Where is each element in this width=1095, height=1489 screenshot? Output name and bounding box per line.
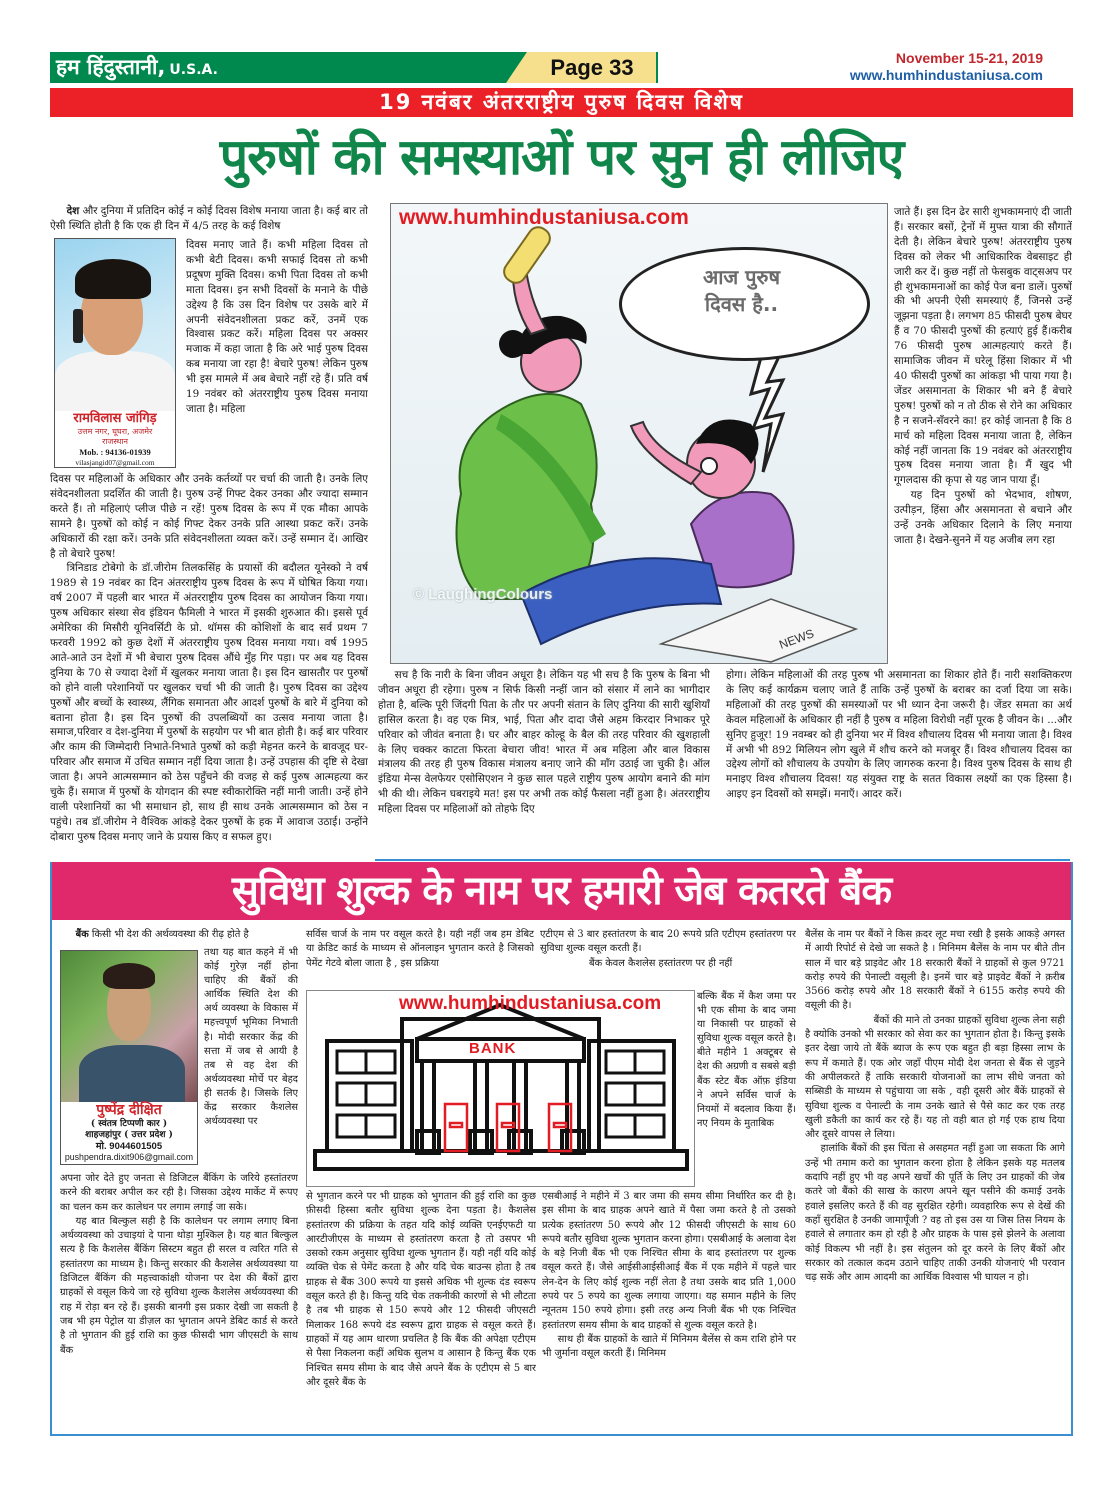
author2-name: पुष्पेंद्र दीक्षित [96,1102,162,1118]
article1-column1 [50,472,368,858]
article2-wrap-text [204,946,298,1168]
author2-email[interactable]: pushpendra.dixit906@gmail.com [64,1152,194,1162]
article2-c3-wrap-p: बल्कि बैंक में कैश जमा पर भी एक सीमा के बाद जमा या निकासी पर ग्राहकों से सुविधा शुल्क वसूल करते है। बीते महीने 1 अक्टूबर से देश की अग्रणी व सबसे बड़ी बैंक स्टेट बैंक ऑफ़ इंडिया ने अपने सर्विस चार्ज के नियमों में बदलाव किया हैं। नए नियम के मुताबिक [697,991,796,1129]
article2-headline: सुविधा शुल्क के नाम पर हमारी जेब कतरते बैंक [231,868,892,914]
section-band-title: 19 नवंबर अंतरराष्ट्रीय पुरुष दिवस विशेष [379,90,744,114]
article-divider [375,859,1070,861]
article1-lead-word: देश [66,205,80,217]
bank-sign: BANK [469,1040,517,1057]
author2-mobile: मो. 9044601505 [95,1141,163,1152]
article2-c4-p1: बैलेंस के नाम पर बैंकों ने किस क़दर लूट मचा रखी है इसके आकड़े अगस्त में आयी रिपोर्ट से देखे जा सकते है । मिनिमम बैलेंस के नाम पर बीते तीन साल में चार बड़े प्राइवेट और 18 सरकारी बैंकों ने ग्राहकों से कुल 9721 करोड़ रुपये की पेनाल्टी वसूली है। इनमें चार बड़े प्राइवेट बैंकों ने क़रीब 3566 करोड़ रुपये और 18 सरकारी बैंकों ने 6155 करोड़ रुपये की वसूली की है। [805,929,1065,1012]
newspaper-name [56,52,218,83]
cartoon-website: www.humhindustaniusa.com [399,206,689,229]
bank-website: www.humhindustaniusa.com [399,993,662,1014]
page-number: Page 33 [550,55,634,80]
article2-c3-lower-p2: साथ ही बैंक ग्राहकों के खाते में मिनिमम बैलेंस से कम राशि होने पर भी जुर्माना वसूल करती हैं। मिनिमम [542,1333,796,1360]
article2-column3 [542,1190,796,1430]
article2-c2-lower-p: से भुगतान करने पर भी ग्राहक को भुगतान की हुई राशि का कुछ फ़ीसदी हिस्सा बतौर सुविधा शुल्क देना पड़ता है। कैशलेस हस्तांतरण की प्रक्रिया के तहत यदि कोई व्यक्ति एनईएफटी या आरटीजीएस के माध्यम से हस्तांतरण करता है तो उसपर भी उसको रकम अनुसार सुविधा शुल्क भुगतान हैं। यही नहीं यदि कोई व्यक्ति चेक से पेमेंट करता है और यदि चेक बाउन्स होता है तब ग्राहक से बैंक 300 रूपये या इससे अधिक भी शुल्क दंड स्वरूप वसूल करते ही है। किन्तु यदि चेक तकनीकी कारणों से भी लौटता है तब भी ग्राहक से 150 रूपये और 12 फीसदी जीएसटी मिलाकर 168 रूपये दंड स्वरूप द्वारा ग्राहक से वसूल करते हैं। ग्राहकों में यह आम धारणा प्रचलित है कि बैंक की अपेक्षा एटीएम से पैसा निकलना कहीं अधिक सुलभ व आसान है किन्तु बैंक एक निश्चित समय सीमा के बाद जैसे अपने बैंक के एटीएम से 5 बार और दूसरे बैंक के [306,1191,536,1388]
article2-lead-word: बैंक [75,929,89,940]
article1-c3-p2: यह दिन पुरुषों को भेदभाव, शोषण, उत्पीड़न, हिंसा और असमानता से बचाने और उन्हें उनके अधिकार दिलाने के लिए मनाया जाता है। देखने-सुनने में यह अजीब लग रहा [894,489,1072,546]
article2-c3-lower-p1: एसबीआई ने महीने में 3 बार जमा की समय सीमा निर्धारित कर दी है। इस सीमा के बाद ग्राहक अपने खाते में पैसा जमा करते है तो उसको प्रत्येक हस्तांतरण 50 रूपये और 12 फीसदी जीएसटी के साथ 60 रूपये बतौर सुविधा शुल्क भुगतान करना होगा। एसबीआई के अलावा देश के बड़े निजी बैंक भी एक निश्चित सीमा के बाद हस्तांतरण पर शुल्क वसूल करते हैं। जैसे आईसीआईसीआई बैंक में एक महीने में पहले चार लेन-देन के लिए कोई शुल्क नहीं लेता है तथा उसके बाद प्रति 1,000 रुपये पर 5 रुपये का शुल्क लगाया जाएगा। यह समान महीने के लिए न्यूनतम 150 रुपये होगा। इसी तरह अन्य निजी बैंक भी एक निश्चित हस्तांतरण समय सीमा के बाद ग्राहकों से शुल्क वसूल करते है। [542,1191,796,1331]
author1-photo [54,238,176,413]
bank-illustration [306,990,695,1187]
author1-byline [54,411,176,468]
article1-headline: पुरुषों की समस्याओं पर सुन ही लीजिए [219,128,904,186]
article1-c1-p1: दिवस पर महिलाओं के अधिकार और उनके कर्तव्यों पर चर्चा की जाती है। उनके लिए संवेदनशीलता प्रदर्शित की जाती है। पुरुष उन्हें गिफ्ट देकर उनका और ज्यादा सम्मान करते हैं। तो महिलाएं प्लीज पीछे न रहें! पुरुष दिवस के रूप में एक मौका आपके सामने है। पुरुषों को कोई न कोई गिफ्ट देकर उनके प्रति आस्था प्रकट करें। उनके अधिकारों की रक्षा करें। उनके प्रति संवेदनशीलता व्यक्त करें। उन्हें सम्मान दें। आखिर है तो बेचारे पुरुष! [50,473,368,560]
author1-address-1: उत्तम नगर, घूघरा, अजमेर [77,427,153,436]
photo-hair [103,963,155,989]
author2-byline [60,1102,198,1165]
article1-column3-lower [726,668,1072,856]
speech-line-2: दिवस है.. [704,292,779,316]
author1-name: रामविलास जांगिड़ [73,411,157,426]
author2-photo [60,950,198,1104]
newspaper-icon [661,599,856,662]
article2-column1 [60,1172,298,1430]
article2-column4 [805,928,1065,1430]
author1-address-2: राजस्थान [102,437,128,446]
photo-shirt [55,351,175,413]
article1-column2 [378,668,710,856]
author2-role: ( स्वंतत्र टिप्पणी कार ) [90,1119,168,1129]
article2-c3-top-p2: बैंक केवल कैशलेस हस्तांतरण पर ही नहीं [589,957,733,969]
man-eye [701,458,717,474]
article2-c4-p3: हालांकि बैंकों की इस चिंता से असहमत नहीं हुआ जा सकता कि आगे उन्हें भी तमाम करो का भुगतान करना होता है लेकिन इसके यह मतलब कदापि नहीं हुए भी वह अपने खर्चों की पूर्ति के लिए उन ग्राहकों की जेब कतरे जो बैंको की साख के कारण अपने खून पसीने की कमाई उनके हवाले इसलिए करते हैं की वह सुरक्षित रहेगी। व्यवहारिक रूप से देखें की कहाँ सुरक्षित है उनकी जामापूँजी ? वह तो इस उस या जिस तिस नियम के हवाले से लगातार कम हो रही है और ग्राहक के पास इसे झेलने के अलावा कोई विकल्प भी नहीं है। इस संतुलन को दूर करने के लिए बैंकों और सरकार को तत्काल कदम उठाने चाहिए ताकी उनकी योजनाएं भी परवान चढ़ सकें और आम आदमी का आर्थिक विश्वास भी घायल न हो। [805,1143,1065,1284]
article1-column3 [894,205,1072,660]
article2-wrap-paragraph: तथा यह बात कहने में भी कोई गुरेज़ नहीं होना चाहिए की बैंकों की आर्थिक स्थिति देश की अर्थ व्यवस्था के विकास में महत्त्वपूर्ण भूमिका निभाती है। मोदी सरकार केंद्र की सत्ता में जब से आयी है तब से वह देश की अर्थव्यवस्था मोर्चे पर बेहद ही सतर्क है। जिसके लिए केंद्र सरकार कैशलेस अर्थव्यवस्था पर [204,947,298,1128]
article2-c2-top-p: सर्विस चार्ज के नाम पर वसूल करते है। यही नहीं जब हम डेबिट या क्रेडिट कार्ड के माध्यम से ऑनलाइन भुगतान करते है जिसको पेमेंट गेटवे बोला जाता है , इस प्रक्रिया [306,929,534,969]
speech-text [619,264,864,318]
cartoon-watermark: © LaughingColours [413,586,553,603]
website-link[interactable]: www.humhindustaniusa.com [849,67,1043,83]
bank-building-icon [307,991,694,1186]
article2-c3-top-p: एटीएम से 3 बार हस्तांतरण के बाद 20 रूपये प्रति एटीएम हस्तांतरण पर सुविधा शुल्क वसूल करती हैं। [540,929,796,955]
article2-c4-p2: बैंकों की माने तो उनका ग्राहकों सुविधा शुल्क लेना सही है क्योकि उनको भी सरकार को सेवा कर का भुगतान होता है। किन्तु इसके इतर देखा जाये तो बैंकें ब्याज के रूप एक बहुत ही बड़ा हिस्सा लाभ के रूप में कमाते हैं। एक ओर जहाँ पीएम मोदी देश जनता से बैंक से जुड़ने की अपीलकरते हैं ताकि सरकारी योजनाओं का लाभ सीधे जनता को सब्सिडी के माध्यम से पहुंचाया जा सके , वही दूसरी ओर बैंकें ग्राहकों से सुविधा शुल्क व पेनाल्टी के नाम उनके खाते से पैसे काट कर एक तरह खुली डकैती का कार्य कर रहे हैं। यह तो वही बात हो गई एक हाथ दिया और दूसरे वापस ले लिया। [805,1014,1065,1141]
article1-intro [50,204,368,236]
article1-c3-p1: जाते हैं। इस दिन ढेर सारी शुभकामनाएं दी जाती हैं। सरकार बसों, ट्रेनों में मुफ्त यात्रा की सौगातें देती है। लेकिन बेचारे पुरुष! अंतरराष्ट्रीय पुरुष दिवस को लेकर भी आधिकारिक वेबसाइट ही जारी कर दें। कुछ नहीं तो फेसबुक वाट्सअप पर ही शुभकामनाओं का कोई पेज बना डालें। पुरुषों की भी अपनी ऐसी समस्याएं हैं, जिनसे उन्हें जूझना पड़ता है। लगभग 85 फीसदी पुरुष बेघर हैं व 70 फीसदी पुरुषों की हत्याएं हुई हैं।करीब 76 फीसदी पुरुष आत्महत्याएं करते हैं। सामाजिक जीवन में घरेलू हिंसा शिकार में भी 40 फीसदी पुरुषों का आंकड़ा भी पाया गया है। जेंडर असमानता के शिकार भी बने हैं बेचारे पुरुष! पुरुषों को न तो ठीक से रोने का अधिकार है न सजने-सँवरने का! हर कोई जानता है कि 8 मार्च को महिला दिवस मनाया जाता है, लेकिन कोई नहीं जानता कि 19 नवंबर को अंतरराष्ट्रीय पुरुष दिवस मनाया जाता है। मैं खुद भी गूगलदास की कृपा से यह जान पाया हूँ। [894,206,1072,487]
phone-icon [73,309,83,343]
article1-wrap-paragraph: दिवस मनाए जाते हैं। कभी महिला दिवस तो कभी बेटी दिवस। कभी सफाई दिवस तो कभी प्रदूषण मुक्ति दिवस। कभी पिता दिवस तो कभी माता दिवस। इन सभी दिवसों के मनाने के पीछे उद्देश्य है कि उस दिन विशेष पर उसके बारे में अपनी संवेदनशीलता प्रकट करें, उनमें एक विश्वास प्रकट करें। महिला दिवस पर अक्सर मजाक में कहा जाता है कि अरे भाई पुरुष दिवस कब मनाया जा रहा है! बेचारे पुरुष! लेकिन पुरुष भी इस मामले में अब बेचारे नहीं रहे हैं। प्रति वर्ष 19 नवंबर को अंतरराष्ट्रीय पुरुष दिवस मनाया जाता है। महिला [186,239,368,415]
woman-hair-bun [499,330,527,358]
article2-intro [60,928,298,944]
article1-c1-p2: त्रिनिडाड टोबेगो के डॉ.जीरोम तिलकसिंह के प्रयासों की बदौलत यूनेस्को ने वर्ष 1989 से 19 नवंबर का दिन अंतरराष्ट्रीय पुरुष दिवस के रूप में घोषित किया गया। वर्ष 2007 में पहली बार भारत में अंतरराष्ट्रीय पुरुष दिवस का आयोजन किया गया। पुरुष अधिकार संस्था सेव इंडियन फैमिली ने भारत में इसकी शुरुआत की। इससे पूर्व अमेरिका की मिसौरी यूनिवर्सिटी के प्रो. थॉमस की कोशिशों के बाद सर्व प्रथम 7 फरवरी 1992 को कुछ देशों में अंतरराष्ट्रीय पुरुष दिवस मनाया गया। वर्ष 1995 आते-आते उन देशों में भी बेचारा पुरुष दिवस औंधे मुँह गिर पड़ा। पर अब यह दिवस दुनिया के 70 से ज्यादा देशों में खुलकर मनाया जाता है। इस दिन खासतौर पर पुरुषों को होने वाली परेशानियों पर खुलकर चर्चा भी की जाती है। पुरुष दिवस का उद्देश्य पुरुषों और बच्चों के स्वास्थ्य, लैंगिक समानता और आदर्श पुरुषों के बारे में दुनिया को बताना होता है। इस दिन पुरुषों की उपलब्धियों का उत्सव मनाया जाता है। समाज,परिवार व देश-दुनिया में पुरुषों के सहयोग पर भी बात होती है। कई बार परिवार और काम की जिम्मेदारी निभाते-निभाते पुरुषों को कड़ी मेहनत करने के बावजूद घर-परिवार और समाज में उचित सम्मान नहीं दिया जाता है। उन्हें उपहास की दृष्टि से देखा जाता है। अपने आत्मसम्मान को ठेस पहुँचने की वजह से कई पुरुष आत्महत्या कर चुके हैं। समाज में पुरुषों के योगदान की स्पष्ट स्वीकारोक्ति नहीं मानी जाती। उन्हें होने वाली परेशानियों का भी समाधान हो, साथ ही साथ उनके आत्मसम्मान को ठेस न पहुंचे। तब डॉ.जीरोम ने वैश्विक आंकड़े देकर पुरुषों के हक में आवाज उठाई। उन्होंने दोबारा पुरुष दिवस मनाए जाने के प्रयास किए व सफल हुए। [50,562,368,843]
article2-column2-top [306,928,534,988]
article2-column2 [306,1190,536,1430]
article2-column3-wrap [697,990,796,1186]
photo-hair [75,259,151,299]
photo-shirt [79,1045,185,1104]
article1-wrap-text [186,238,368,470]
paper-name: हम हिंदुस्तानी, [56,55,166,79]
author1-mobile: Mob. : 94136-01939 [79,447,151,457]
article2-column3-top [540,928,796,988]
speech-line-1: आज पुरुष [702,265,781,289]
article1-c2-p1: सच है कि नारी के बिना जीवन अधूरा है। लेकिन यह भी सच है कि पुरुष के बिना भी जीवन अधूरा ही रहेगा। पुरुष न सिर्फ किसी नन्हीं जान को संसार में लाने का भागीदार होता है, बल्कि पूरी जिंदगी पिता के तौर पर अपनी संतान के लिए दुनिया की सारी खुशियाँ हासिल करता है। वह एक मित्र, भाई, पिता और दादा जैसे अहम किरदार निभाकर पूरे परिवार को जीवंत बनाता है। घर और बाहर कोल्हू के बैल की तरह परिवार की खुशहाली के लिए चक्कर काटता फिरता बेचारा जीव! भारत में अब महिला और बाल विकास मंत्रालय की तरह ही पुरुष विकास मंत्रालय बनाए जाने की माँग उठाई जा चुकी है। ऑल इंडिया मेन्स वेलफेयर एसोसिएशन ने कुछ साल पहले राष्ट्रीय पुरुष आयोग बनाने की मांग भी की थी। लेकिन घबराइये मत! इस पर अभी तक कोई फैसला नहीं हुआ है। अंतरराष्ट्रीय महिला दिवस पर महिलाओं को तोहफे दिए [378,669,710,816]
newspaper-label: NEWS [777,626,816,652]
cartoon-illustration [390,203,888,664]
article2-c1-p1: अपना जोर देते हुए जनता से डिजिटल बैंकिंग के जरिये हस्तांतरण करने की बराबर अपील कर रही है। जिसका उद्देश्य मार्केट में रूपए का चलन कम कर कालेधन पर लगाम लगाई जा सके। [60,1173,298,1213]
article2-c1-p2: यह बात बिल्कुल सही है कि कालेधन पर लगाम लगाए बिना अर्थव्यवस्था को उचाइयां दे पाना थोड़ा मुश्किल है। यह बात बिल्कुल सत्य है कि कैशलेस बैंकिंग सिस्टम बहुत ही सरल व त्वरित गति से हस्तांतरण का माध्यम है। किन्तु सरकार की कैशलेस अर्थव्यवस्था या डिजिटल बैंकिंग की महत्त्वाकांक्षी योजना पर देश की बैंकों द्वारा ग्राहकों से वसूल किये जा रहे सुविधा शुल्क कैशलेस अर्थव्यवस्था की राह में रोड़ा बन रहे हैं। इसकी बानगी इस प्रकार देखी जा सकती है जब भी हम पेट्रोल या डीज़ल का भुगतान अपने डेबिट कार्ड से करते है तो भुगतान की हुई राशि का कुछ फीसदी भाग जीएसटी के साथ बैंक [60,1215,298,1356]
article1-c3-lower-p: होगा। लेकिन महिलाओं की तरह पुरुष भी असमानता का शिकार होते हैं। नारी सशक्तिकरण के लिए कई कार्यक्रम चलाए जाते हैं ताकि उन्हें पुरुषों के बराबर का दर्जा दिया जा सके। महिलाओं की तरह पुरुषों की समस्याओं पर भी ध्यान देना जरूरी है। जेंडर समता का अर्थ केवल महिलाओं के अधिकार ही नहीं है पुरुष व महिला विरोधी नहीं पूरक है जीवन के। ...और सुनिए हुजूर! 19 नवम्बर को ही दुनिया भर में विश्व शौचालय दिवस भी मनाया जाता है। विश्व में अभी भी 892 मिलियन लोग खुले में शौच करने को मजबूर हैं। विश्व शौचालय दिवस का उद्देश्य लोगों को शौचालय के उपयोग के लिए जागरुक करना है। विश्व पुरुष दिवस के साथ ही मनाइए विश्व शौचालय दिवस! यह संयुक्त राष्ट्र के सतत विकास लक्ष्यों का एक हिस्सा है। आइए इन दिवसों को समझें। मनाएँ। आदर करें। [726,669,1072,801]
article1-intro-text: और दुनिया में प्रतिदिन कोई न कोई दिवस विशेष मनाया जाता है। कई बार तो ऐसी स्थिति होती है कि एक ही दिन में 4/5 तरह के कई विशेष [50,205,368,232]
author2-location: शाहजहांपुर ( उत्तर प्रदेश ) [85,1130,173,1140]
author1-email[interactable]: vilasjangid07@gmail.com [75,458,155,467]
article2-intro-text: किसी भी देश की अर्थव्यवस्था की रीढ़ होते है [91,929,249,940]
issue-date: November 15-21, 2019 [895,50,1043,66]
paper-suffix: U.S.A. [169,62,218,78]
